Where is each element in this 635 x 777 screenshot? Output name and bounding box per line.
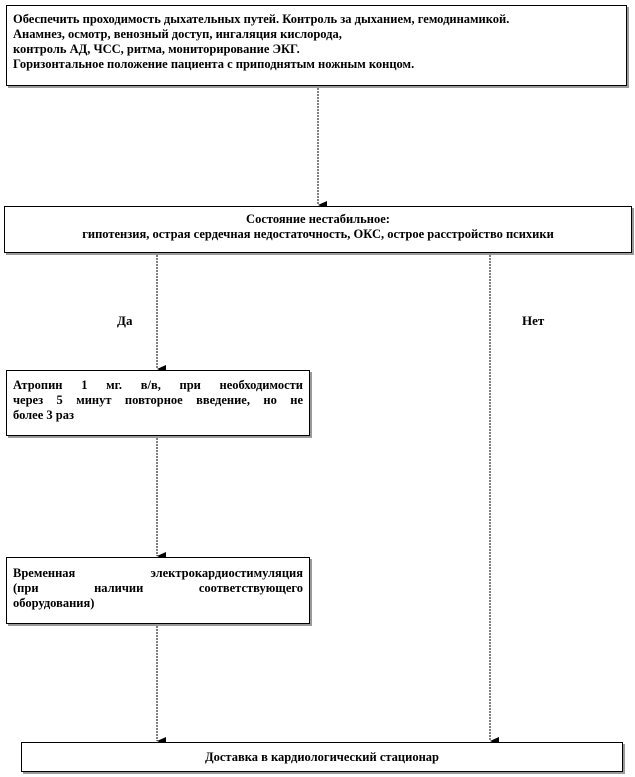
- initial-measures-line-4: Горизонтальное положение пациента с приподнятым ножным концом.: [13, 57, 415, 71]
- branch-no-label: Нет: [522, 313, 545, 328]
- atropine-line-2: через 5 минут повторное введение, но не: [13, 393, 303, 407]
- unstable-state-details: гипотензия, острая сердечная недостаточность, ОКС, острое расстройство психики: [82, 227, 554, 241]
- atropine-line-1: Атропин 1 мг. в/в, при необходимости: [13, 378, 303, 392]
- delivery-box: [21, 742, 623, 772]
- pacing-line-1: Временная электрокардиостимуляция: [13, 566, 303, 580]
- temporary-pacing-box: [6, 557, 310, 624]
- atropine-line-3: более 3 раз: [13, 408, 75, 422]
- initial-measures-line-1: Обеспечить проходимость дыхательных путей. Контроль за дыханием, гемодинамикой.: [13, 12, 510, 26]
- initial-measures-line-3: контроль АД, ЧСС, ритма, мониторирование ЭКГ.: [13, 42, 300, 56]
- atropine-box: [6, 370, 310, 436]
- unstable-state-box: [4, 206, 632, 253]
- unstable-state-title: Состояние нестабильное:: [246, 212, 390, 226]
- pacing-line-2: (при наличии соответствующего: [13, 581, 303, 595]
- initial-measures-box: [6, 5, 627, 86]
- branch-yes-label: Да: [117, 313, 133, 328]
- pacing-line-3: оборудования): [13, 596, 95, 610]
- delivery-text: Доставка в кардиологический стационар: [205, 750, 439, 764]
- initial-measures-line-2: Анамнез, осмотр, венозный доступ, ингаляция кислорода,: [13, 27, 342, 41]
